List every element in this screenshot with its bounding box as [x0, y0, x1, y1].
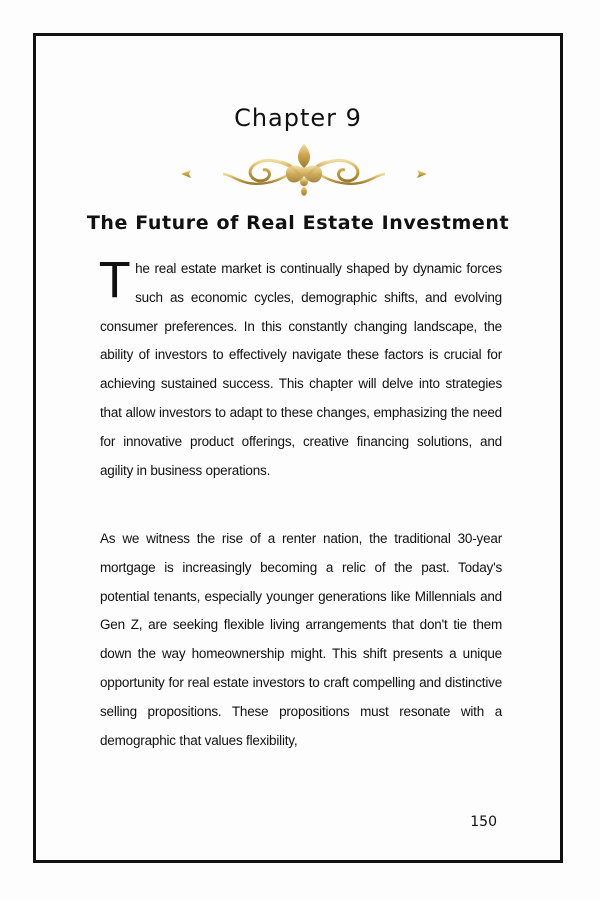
chapter-title: The Future of Real Estate Investment — [86, 212, 510, 234]
page-number: 150 — [470, 814, 497, 830]
page-frame — [33, 33, 563, 863]
flourish-divider-icon — [179, 138, 429, 198]
body-paragraph-1 — [100, 255, 502, 485]
drop-cap: T — [100, 253, 130, 309]
body-paragraph-2: As we witness the rise of a renter nation, the traditional 30-year mortgage is increasingly becoming a relic of the past. Today's potential tenants, especially younger generations like Millennials and Gen Z, are seeking flexible living arrangements that don't tie them down the way homeownership might. This shift presents a unique opportunity for real estate investors to craft compelling and distinctive selling propositions. These propositions must resonate with a demographic that values flexibility, — [100, 531, 502, 748]
paragraph-1-text: he real estate market is continually shaped by dynamic forces such as economic cycles, demographic shifts, and evolving consumer preferences. In this constantly changing landscape, the ability of investors to effectively navigate these factors is crucial for achieving sustained success. This chapter will delve into strategies that allow investors to adapt to these changes, emphasizing the need for innovative product offerings, creative financing solutions, and agility in business operations. — [100, 261, 502, 478]
chapter-number: Chapter 9 — [234, 104, 362, 132]
